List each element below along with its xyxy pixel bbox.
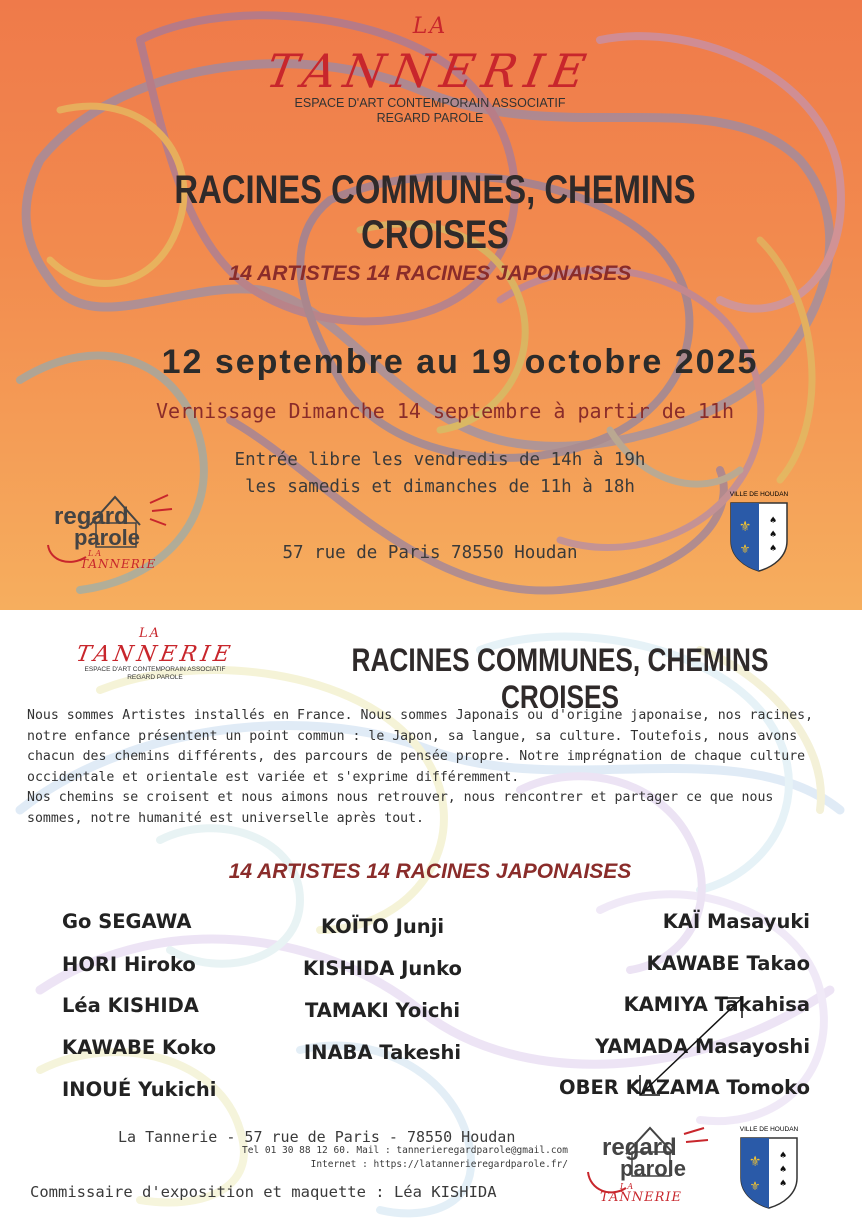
artist-name: OBER KAZAMA Tomoko <box>559 1076 810 1099</box>
svg-text:♠: ♠ <box>768 544 778 554</box>
regard-parole-logo-bottom <box>580 1122 720 1212</box>
diagonal-arrow-icon <box>630 990 750 1105</box>
footer-address: La Tannerie - 57 rue de Paris - 78550 Houdan <box>118 1128 516 1146</box>
regard-tannerie: TANNERIE <box>600 1190 683 1205</box>
artist-name: INOUÉ Yukichi <box>62 1078 217 1101</box>
artist-name: INABA Takeshi <box>303 1041 462 1064</box>
address-text: 57 rue de Paris 78550 Houdan <box>282 543 578 563</box>
logo-la: LA <box>412 14 448 39</box>
artist-name: KAWABE Koko <box>62 1036 217 1059</box>
ville-label: VILLE DE HOUDAN <box>739 1126 799 1133</box>
artist-name: KAMIYA Takahisa <box>623 993 810 1016</box>
footer-contact: Tel 01 30 88 12 60. Mail : tannerieregardparole@gmail.com <box>241 1145 568 1156</box>
logo-subtitle-2: REGARD PAROLE <box>376 111 484 125</box>
intro-line: notre enfance présentent un point commun : le Japon, sa langue, sa culture. Toutefois, nous avons <box>27 728 798 744</box>
svg-text:⚜: ⚜ <box>739 542 751 556</box>
svg-text:♠: ♠ <box>768 516 778 526</box>
poster-bottom <box>0 610 862 1220</box>
regard-parole-logo <box>40 485 180 575</box>
exhibition-dates: 12 septembre au 19 octobre 2025 <box>161 343 759 381</box>
regard-word: regard <box>54 503 129 530</box>
intro-line: sommes, notre humanité est universelle après tout. <box>27 810 424 826</box>
crest-icon <box>727 501 791 573</box>
svg-text:⚜: ⚜ <box>748 1154 762 1170</box>
intro-line: Nous sommes Artistes installés en France. Nous sommes Japonais ou d'origine japonaise, nos racines, <box>27 708 814 723</box>
exhibition-title-bottom: RACINES COMMUNES, CHEMINS CROISES <box>351 642 769 715</box>
svg-text:♠: ♠ <box>778 1165 788 1175</box>
ville-label: VILLE DE HOUDAN <box>729 491 789 498</box>
artists-subtitle: 14 ARTISTES 14 RACINES JAPONAISES <box>228 860 632 883</box>
logo-tannerie: TANNERIE <box>262 44 598 98</box>
svg-text:♠: ♠ <box>768 530 778 540</box>
vernissage-text: Vernissage Dimanche 14 septembre à partir de 11h <box>156 399 734 423</box>
houdan-crest <box>727 491 791 573</box>
small-logo-la: LA <box>138 626 162 641</box>
artist-name: KAÏ Masayuki <box>662 910 810 933</box>
regard-tannerie: TANNERIE <box>80 557 157 571</box>
svg-text:⚜: ⚜ <box>749 1179 761 1193</box>
footer-internet: Internet : https://latannerieregardparole.fr/ <box>310 1159 568 1170</box>
exhibition-title: RACINES COMMUNES, CHEMINS CROISES <box>174 168 696 257</box>
regard-la: LA <box>88 549 104 558</box>
logo-subtitle: ESPACE D'ART CONTEMPORAIN ASSOCIATIF <box>294 96 566 110</box>
artist-name: Go SEGAWA <box>62 910 192 933</box>
parole-word: parole <box>74 525 141 550</box>
small-logo-subtitle-2: REGARD PAROLE <box>127 674 183 681</box>
intro-line: chacun des chemins différents, des parcours de pensée propre. Notre imprégnation de chaque culture <box>27 749 806 764</box>
artist-name: TAMAKI Yoichi <box>304 999 461 1022</box>
regard-la: LA <box>620 1182 636 1191</box>
houdan-crest-bottom <box>737 1126 801 1210</box>
intro-paragraph <box>27 706 847 829</box>
exhibition-subtitle: 14 ARTISTES 14 RACINES JAPONAISES <box>228 262 632 285</box>
hours-line-1: Entrée libre les vendredis de 14h à 19h <box>234 450 646 470</box>
artist-name: HORI Hiroko <box>62 953 196 976</box>
svg-text:⚜: ⚜ <box>738 519 752 535</box>
hours-line-2: les samedis et dimanches de 11h à 18h <box>245 477 635 497</box>
small-logo-tannerie: TANNERIE <box>74 642 236 667</box>
intro-line: Nos chemins se croisent et nous aimons nous retrouver, nous rencontrer et partager ce que nous <box>27 790 774 805</box>
svg-text:♠: ♠ <box>778 1179 788 1189</box>
parole-word: parole <box>620 1156 687 1181</box>
svg-text:♠: ♠ <box>778 1151 788 1161</box>
intro-line: occidentale et orientale est variée et s'exprime différemment. <box>27 769 520 785</box>
footer-credits: Commissaire d'exposition et maquette : Léa KISHIDA <box>30 1183 497 1201</box>
artist-name: YAMADA Masayoshi <box>595 1035 810 1058</box>
small-logo-subtitle: ESPACE D'ART CONTEMPORAIN ASSOCIATIF <box>84 666 226 673</box>
crest-icon <box>737 1136 801 1210</box>
regard-word: regard <box>602 1134 677 1161</box>
artist-name: KAWABE Takao <box>646 952 810 975</box>
artist-name: KISHIDA Junko <box>303 957 462 980</box>
artist-name: KOÏTO Junji <box>320 915 445 938</box>
artist-name: Léa KISHIDA <box>62 994 199 1017</box>
